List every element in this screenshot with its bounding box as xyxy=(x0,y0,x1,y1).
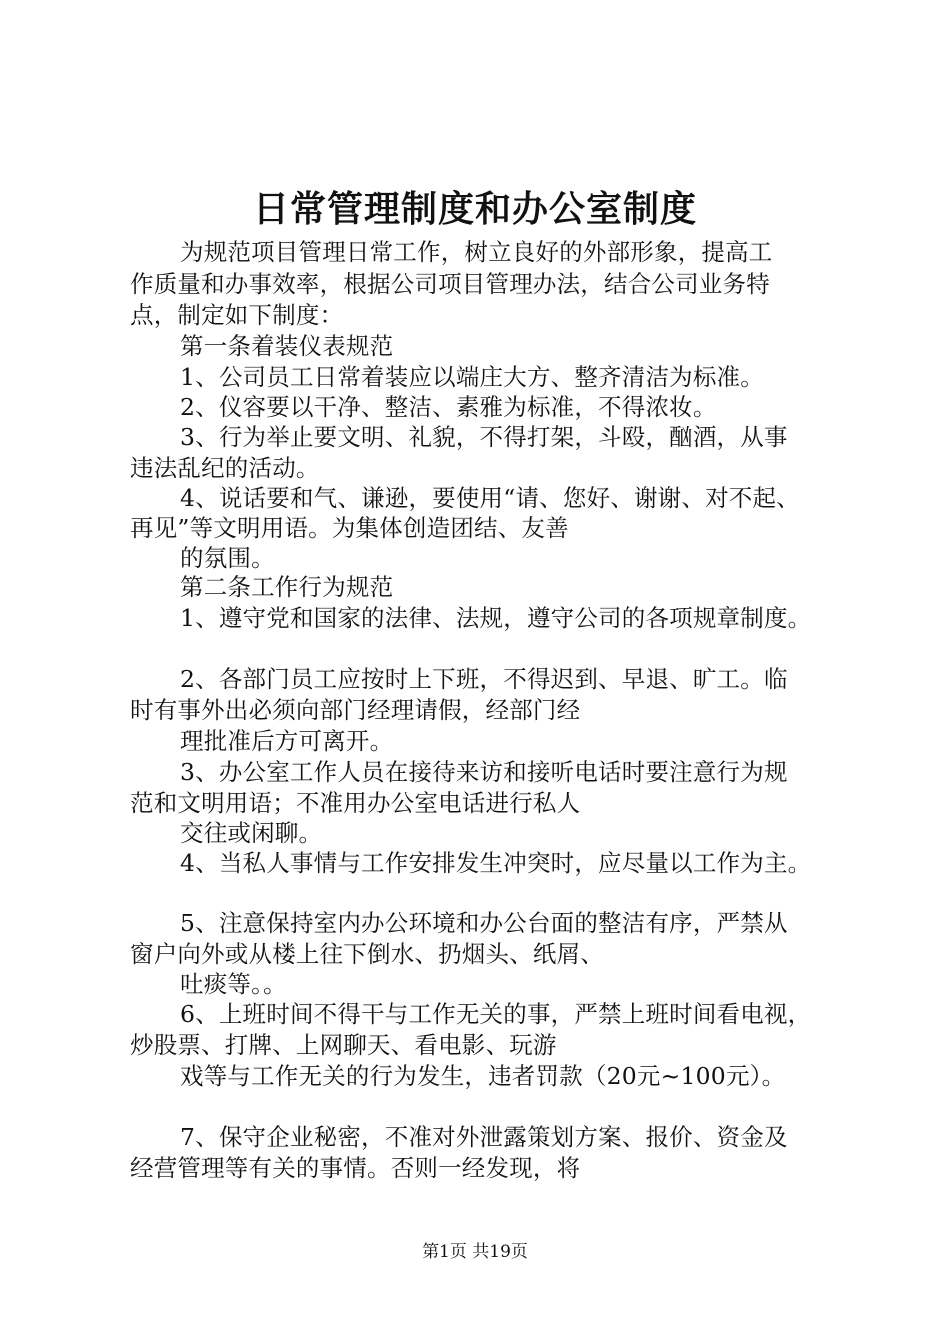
body-line: 作质量和办事效率，根据公司项目管理办法，结合公司业务特 xyxy=(130,270,770,298)
section-heading-2: 第二条工作行为规范 xyxy=(180,573,394,601)
body-line: 3、行为举止要文明、礼貌，不得打架，斗殴，酗酒，从事 xyxy=(180,423,788,451)
body-line: 吐痰等。。 xyxy=(180,970,287,998)
body-line: 炒股票、打牌、上网聊天、看电影、玩游 xyxy=(130,1031,557,1059)
body-line: 时有事外出必须向部门经理请假，经部门经 xyxy=(130,696,581,724)
body-line: 7、保守企业秘密，不准对外泄露策划方案、报价、资金及 xyxy=(180,1123,788,1151)
body-line: 1、公司员工日常着装应以端庄大方、整齐清洁为标准。 xyxy=(180,363,764,391)
body-line: 经营管理等有关的事情。否则一经发现，将 xyxy=(130,1154,581,1182)
body-line: 窗户向外或从楼上往下倒水、扔烟头、纸屑、 xyxy=(130,940,604,968)
body-line: 为规范项目管理日常工作，树立良好的外部形象，提高工 xyxy=(180,238,773,266)
body-line: 6、上班时间不得干与工作无关的事，严禁上班时间看电视， xyxy=(180,1000,812,1028)
body-line: 违法乱纪的活动。 xyxy=(130,454,320,482)
page-number-footer: 第1页 共19页 xyxy=(422,1242,528,1262)
body-line: 4、当私人事情与工作安排发生冲突时，应尽量以工作为主。 xyxy=(180,849,812,877)
body-line: 交往或闲聊。 xyxy=(180,819,323,847)
body-line: 理批准后方可离开。 xyxy=(180,727,394,755)
body-line: 再见”等文明用语。为集体创造团结、友善 xyxy=(130,514,569,542)
body-line: 5、注意保持室内办公环境和办公台面的整洁有序，严禁从 xyxy=(180,909,788,937)
body-line: 范和文明用语；不准用办公室电话进行私人 xyxy=(130,789,581,817)
body-line: 2、各部门员工应按时上下班，不得迟到、早退、旷工。临 xyxy=(180,665,788,693)
document-title: 日常管理制度和办公室制度 xyxy=(252,188,697,230)
body-line: 点，制定如下制度： xyxy=(130,301,344,329)
body-line: 4、说话要和气、谦逊，要使用“请、您好、谢谢、对不起、 xyxy=(180,484,800,512)
body-line: 1、遵守党和国家的法律、法规，遵守公司的各项规章制度。 xyxy=(180,604,812,632)
body-line: 的氛围。 xyxy=(180,544,275,572)
body-line: 2、仪容要以干净、整洁、素雅为标准，不得浓妆。 xyxy=(180,393,717,421)
section-heading-1: 第一条着装仪表规范 xyxy=(180,332,394,360)
body-line: 3、办公室工作人员在接待来访和接听电话时要注意行为规 xyxy=(180,758,788,786)
body-line: 戏等与工作无关的行为发生，违者罚款（20元~100元）。 xyxy=(180,1062,786,1090)
